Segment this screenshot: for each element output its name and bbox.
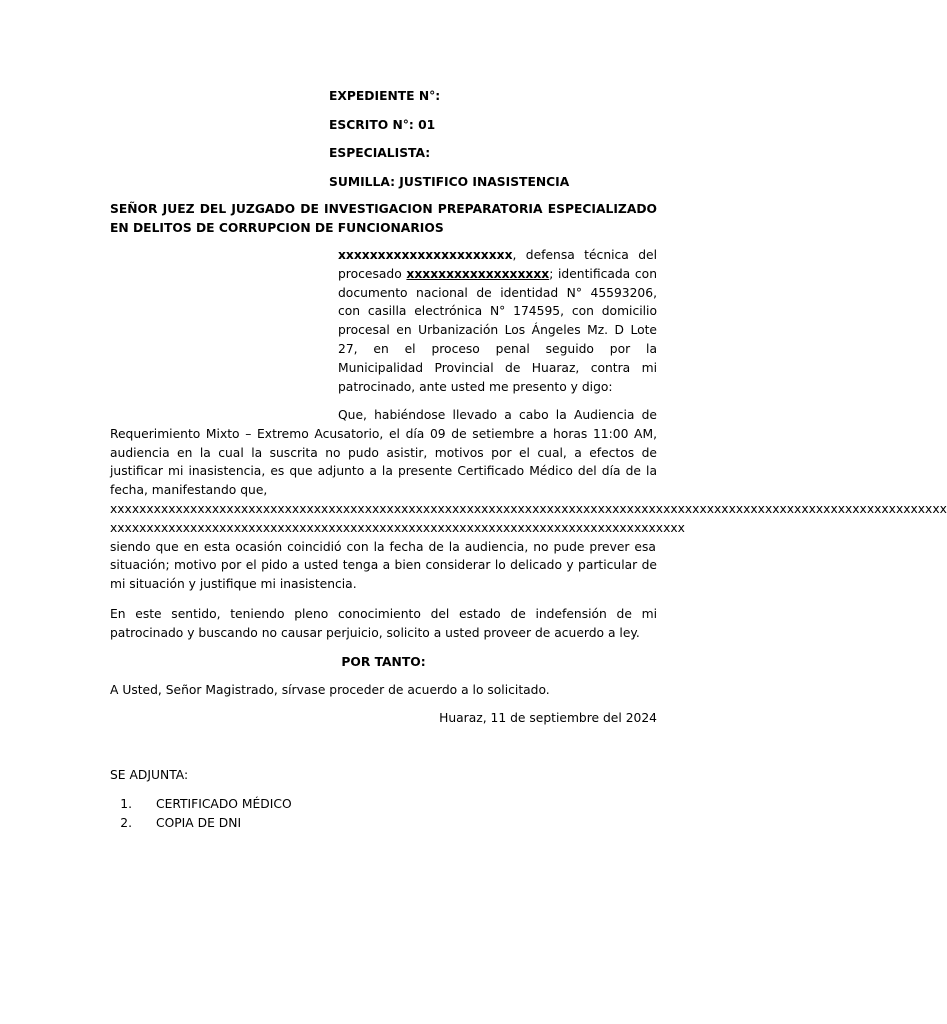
- p1-text-2: siendo que en esta ocasión coincidió con la fecha de la audiencia, no pude prever esa situación; motivo por el pido a usted tenga a bien considerar lo delicado y particular de mi situación y justifique mi inasistencia.: [110, 539, 657, 592]
- intro-text-2: ; identificada con documento nacional de identidad N° 45593206, con casilla electrónica N° 174595, con domicilio procesal en Urbanización Los Ángeles Mz. D Lote 27, en el proceso penal seguido por la Municipalidad Provincial de Huaraz, contra mi patrocinado, ante usted me presento y digo:: [338, 266, 657, 394]
- intro-paragraph: [338, 246, 657, 396]
- especialista-line: ESPECIALISTA:: [329, 146, 431, 161]
- processed-name: xxxxxxxxxxxxxxxxxx: [406, 266, 550, 281]
- body-paragraph-2: En este sentido, teniendo pleno conocimiento del estado de indefensión de mi patrocinado y buscando no causar perjuicio, solicito a usted proveer de acuerdo a ley.: [110, 607, 657, 640]
- attachments-title: SE ADJUNTA:: [110, 768, 189, 782]
- list-item-number: 1.: [120, 797, 132, 811]
- p1-placeholder-line: xxxxxxxxxxxxxxxxxxxxxxxxxxxxxxxxxxxxxxxxxxxxxxxxxxxxxxxxxxxxxxxxxxxxxxxxxxxxxxxxxxxxxxxxxxxxxxxxxxxxxxxxxxxxxxxxxxx: [110, 501, 947, 516]
- attachments-list: [110, 795, 657, 833]
- list-item-label: COPIA DE DNI: [156, 815, 242, 830]
- list-item-number: 2.: [120, 815, 132, 830]
- body-paragraph-1: [110, 406, 947, 594]
- expediente-line: EXPEDIENTE N°:: [329, 89, 441, 103]
- closing-request: A Usted, Señor Magistrado, sírvase proceder de acuerdo a lo solicitado.: [110, 683, 550, 697]
- p1-placeholder-run: xxxxxxxxxxxxxxxxxxxxxxxxxxxxxxxxxxxxxxxxxxxxxxxxxxxxxxxxxxxxxxxxxxxxxxxxxxxxxxx: [110, 520, 685, 535]
- list-item: [110, 795, 657, 814]
- lawyer-name: xxxxxxxxxxxxxxxxxxxxxx: [338, 248, 513, 262]
- list-item: [110, 814, 657, 833]
- place-date: Huaraz, 11 de septiembre del 2024: [439, 711, 657, 725]
- escrito-line: ESCRITO N°: 01: [329, 117, 436, 132]
- list-item-label: CERTIFICADO MÉDICO: [156, 797, 292, 811]
- por-tanto-heading: POR TANTO:: [341, 655, 426, 669]
- case-header: [329, 87, 689, 201]
- addressee-heading: SEÑOR JUEZ DEL JUZGADO DE INVESTIGACION PREPARATORIA ESPECIALIZADO EN DELITOS DE CORRUPCION DE FUNCIONARIOS: [110, 202, 657, 235]
- sumilla-line: SUMILLA: JUSTIFICO INASISTENCIA: [329, 174, 570, 189]
- p1-text-1: Que, habiéndose llevado a cabo la Audiencia de Requerimiento Mixto – Extremo Acusatorio, el día 09 de setiembre a horas 11:00 AM, audiencia en la cual la suscrita no pudo asistir, motivos por el cual, a efectos de justificar mi inasistencia, es que adjunto a la presente Certificado Médico del día de la fecha, manifestando que,: [110, 408, 657, 498]
- intro-text-1: , defensa técnica del procesado: [338, 248, 657, 281]
